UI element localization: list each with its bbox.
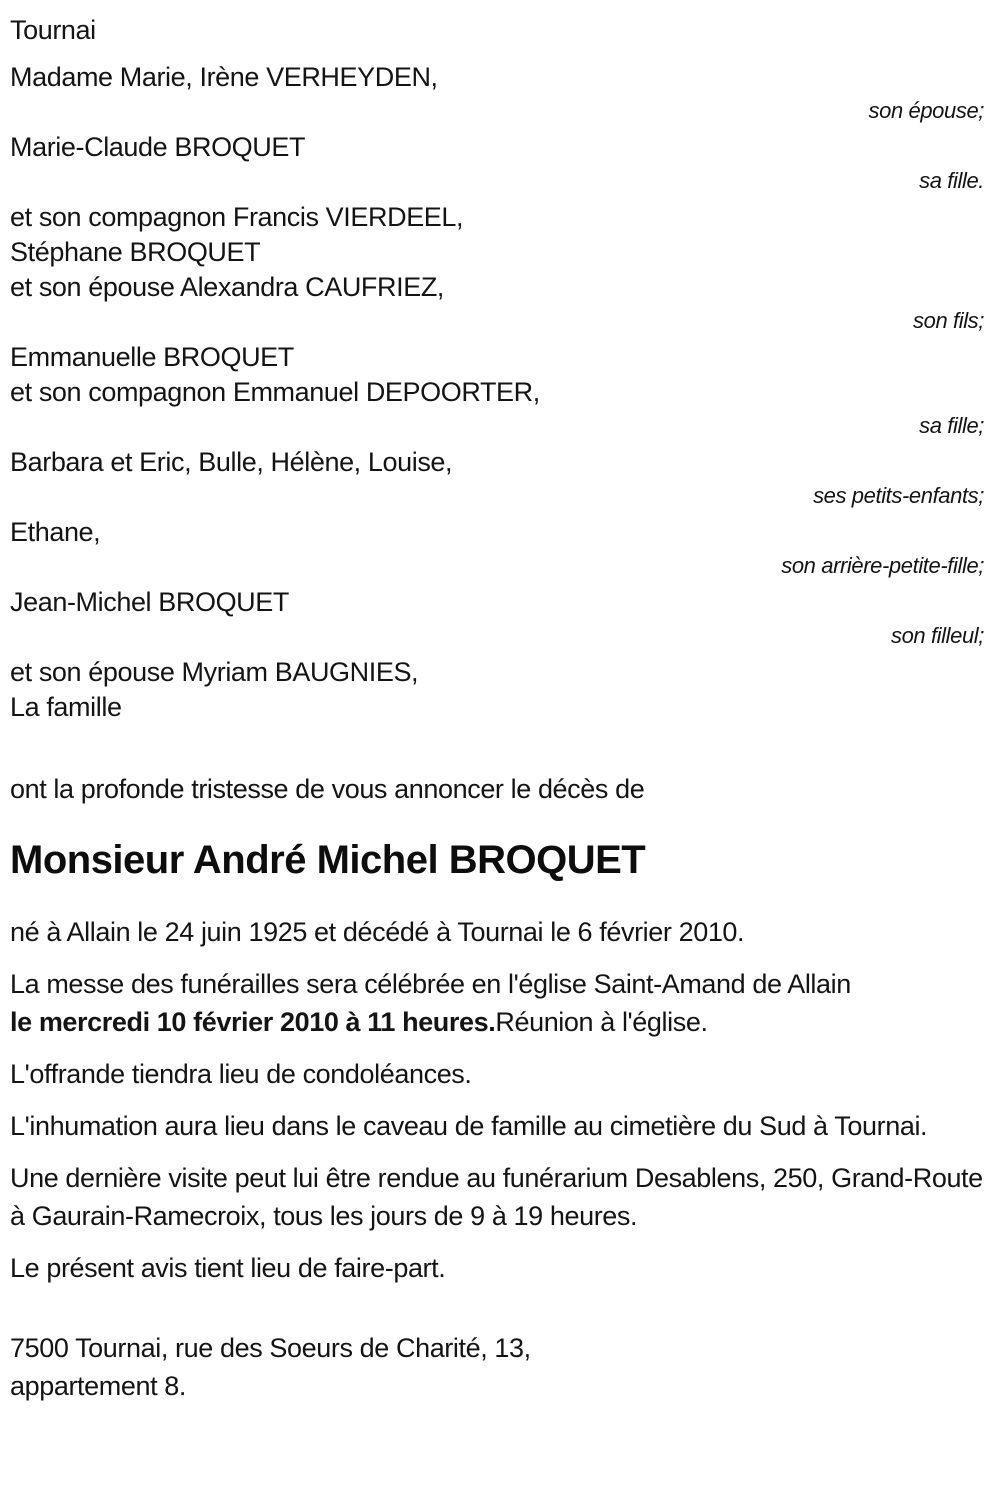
family-member-name: et son compagnon Francis VIERDEEL, <box>10 202 464 232</box>
family-relation: son fils; <box>913 308 984 333</box>
family-entry <box>10 585 984 649</box>
family-member-name: Madame Marie, Irène VERHEYDEN, <box>10 62 438 92</box>
burial-paragraph: L'inhumation aura lieu dans le caveau de famille au cimetière du Sud à Tournai. <box>10 1111 928 1141</box>
family-member-name: et son compagnon Emmanuel DEPOORTER, <box>10 377 540 407</box>
family-relation: sa fille. <box>919 168 984 193</box>
family-member-name: Jean-Michel BROQUET <box>10 587 289 617</box>
last-visit-paragraph: Une dernière visite peut lui être rendue au funérarium Desablens, 250, Grand-Route à Gaurain-Ramecroix, tous les jours de 9 à 19 heures. <box>10 1163 983 1231</box>
family-entry <box>10 445 984 509</box>
family-entry <box>10 515 984 579</box>
funeral-paragraph <box>10 965 984 1041</box>
family-relation: sa fille; <box>919 413 984 438</box>
address-line-2: appartement 8. <box>10 1371 187 1401</box>
offering-line: L'offrande tiendra lieu de condoléances. <box>10 1059 472 1089</box>
intro-line: ont la profonde tristesse de vous annoncer le décès de <box>10 774 645 804</box>
family-member-name: Barbara et Eric, Bulle, Hélène, Louise, <box>10 447 453 477</box>
birth-death-line: né à Allain le 24 juin 1925 et décédé à Tournai le 6 février 2010. <box>10 917 745 947</box>
address-block <box>10 1329 984 1405</box>
family-entry <box>10 200 984 235</box>
family-member-name: Ethane, <box>10 517 101 547</box>
notice-line: Le présent avis tient lieu de faire-part. <box>10 1253 446 1283</box>
family-entry <box>10 690 984 725</box>
family-entry <box>10 655 984 690</box>
family-member-name: Marie-Claude BROQUET <box>10 132 306 162</box>
family-member-name: Emmanuelle BROQUET <box>10 342 294 372</box>
family-entry <box>10 375 984 439</box>
family-entry <box>10 60 984 124</box>
family-member-name: et son épouse Alexandra CAUFRIEZ, <box>10 272 445 302</box>
family-relation: ses petits-enfants; <box>813 483 984 508</box>
funeral-date-bold: le mercredi 10 février 2010 à 11 heures. <box>10 1007 496 1037</box>
family-member-name: Stéphane BROQUET <box>10 237 261 267</box>
deceased-name-title: Monsieur André Michel BROQUET <box>10 838 646 882</box>
family-list <box>10 60 984 725</box>
city-line: Tournai <box>10 15 96 45</box>
family-relation: son épouse; <box>868 98 984 123</box>
family-member-name: La famille <box>10 692 122 722</box>
family-entry <box>10 340 984 375</box>
family-relation: son filleul; <box>890 623 984 648</box>
family-member-name: et son épouse Myriam BAUGNIES, <box>10 657 419 687</box>
family-relation: son arrière-petite-fille; <box>781 553 984 578</box>
family-entry <box>10 270 984 334</box>
family-entry <box>10 235 984 270</box>
funeral-text-part1: La messe des funérailles sera célébrée en l'église Saint-Amand de Allain <box>10 969 851 999</box>
funeral-text-part2: Réunion à l'église. <box>495 1007 708 1037</box>
family-entry <box>10 130 984 194</box>
address-line-1: 7500 Tournai, rue des Soeurs de Charité, 13, <box>10 1333 531 1363</box>
